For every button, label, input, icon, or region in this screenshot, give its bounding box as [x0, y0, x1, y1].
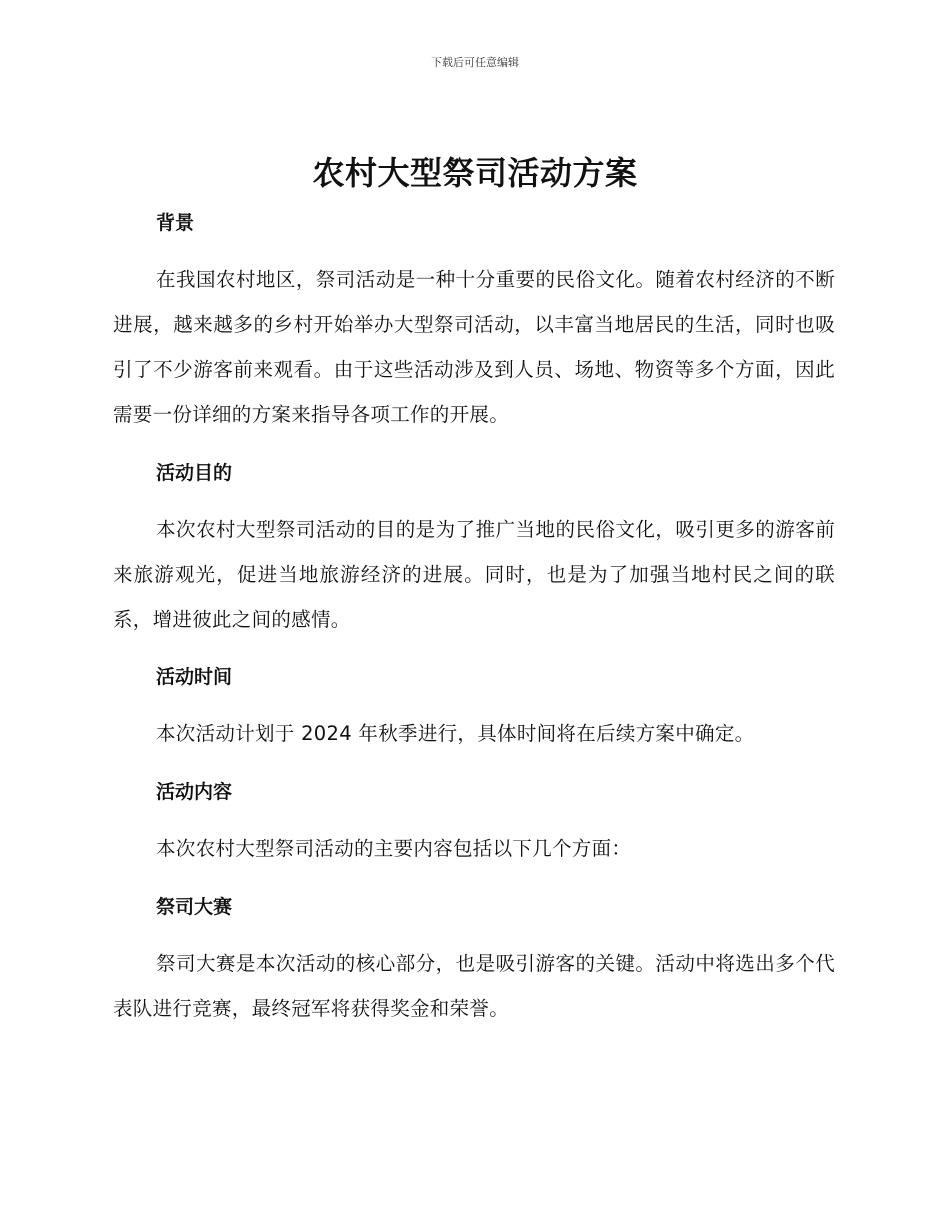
section-heading-time: 活动时间	[156, 666, 233, 688]
section-heading-background: 背景	[156, 212, 195, 234]
header-note: 下载后可任意编辑	[431, 56, 519, 69]
section-paragraph-time: 本次活动计划于 2024 年秋季进行，具体时间将在后续方案中确定。	[156, 722, 755, 745]
document-title: 农村大型祭司活动方案	[312, 154, 638, 192]
section-paragraph-content: 本次农村大型祭司活动的主要内容包括以下几个方面：	[156, 837, 632, 860]
section-paragraph-competition: 祭司大赛是本次活动的核心部分，也是吸引游客的关键。活动中将选出多个代表队进行竞赛，最终冠军将获得奖金和荣誉。	[113, 952, 835, 1020]
section-heading-purpose: 活动目的	[156, 462, 233, 484]
section-paragraph-background: 在我国农村地区，祭司活动是一种十分重要的民俗文化。随着农村经济的不断进展，越来越多的乡村开始举办大型祭司活动，以丰富当地居民的生活，同时也吸引了不少游客前来观看。由于这些活动涉及到人员、场地、物资等多个方面，因此需要一份详细的方案来指导各项工作的开展。	[113, 268, 835, 426]
section-heading-content: 活动内容	[156, 781, 233, 803]
section-heading-competition: 祭司大赛	[156, 896, 233, 918]
section-paragraph-purpose: 本次农村大型祭司活动的目的是为了推广当地的民俗文化，吸引更多的游客前来旅游观光，促进当地旅游经济的进展。同时，也是为了加强当地村民之间的联系，增进彼此之间的感情。	[113, 518, 835, 631]
